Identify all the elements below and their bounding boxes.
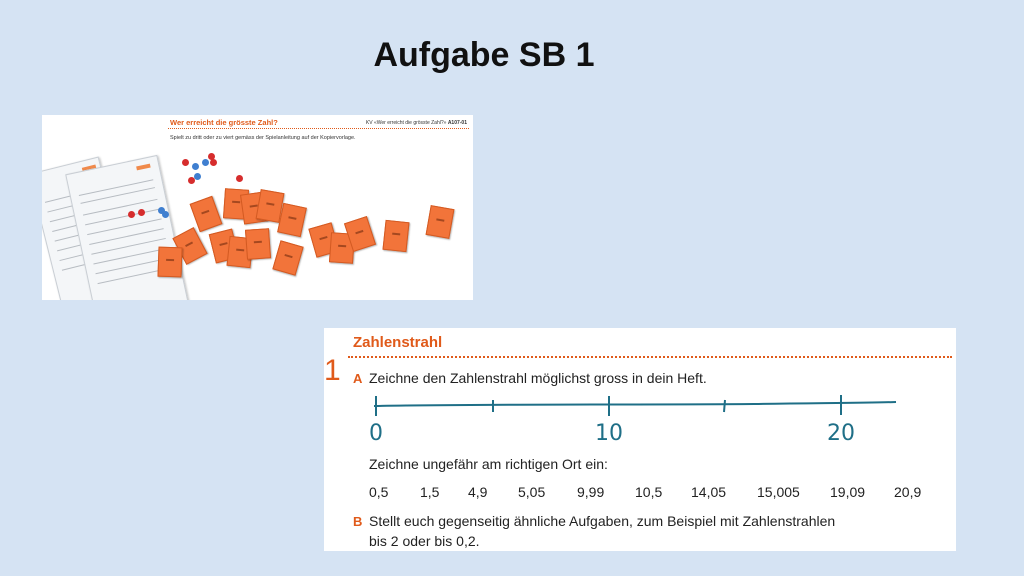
part-a-letter: A bbox=[353, 371, 363, 386]
values-list bbox=[369, 484, 929, 502]
kv-reference bbox=[366, 120, 467, 126]
game-card bbox=[245, 228, 271, 260]
label-20: 20 bbox=[827, 421, 855, 446]
red-chip bbox=[182, 159, 189, 166]
kv-label: KV «Wer erreicht die grösste Zahl?» bbox=[365, 120, 447, 126]
game-card bbox=[382, 220, 409, 252]
value-item: 1,5 bbox=[420, 484, 440, 500]
value-item: 9,99 bbox=[577, 484, 605, 500]
part-a-instruction: Zeichne ungefähr am richtigen Ort ein: bbox=[369, 456, 608, 472]
task-panel bbox=[324, 328, 956, 551]
slide-title: Aufgabe SB 1 bbox=[373, 36, 595, 74]
game-card bbox=[190, 196, 223, 232]
value-item: 5,05 bbox=[518, 484, 546, 500]
blue-chip bbox=[194, 173, 201, 180]
red-chip bbox=[236, 175, 243, 182]
tick-15 bbox=[724, 400, 725, 412]
blue-chip bbox=[162, 211, 169, 218]
value-item: 20,9 bbox=[894, 484, 922, 500]
heading-divider bbox=[348, 356, 952, 358]
label-0: 0 bbox=[369, 421, 383, 446]
red-chip bbox=[128, 211, 135, 218]
game-card bbox=[426, 205, 455, 239]
blue-chip bbox=[202, 159, 209, 166]
blue-chip bbox=[192, 163, 199, 170]
value-item: 10,5 bbox=[635, 484, 663, 500]
task-number: 1 bbox=[324, 354, 341, 387]
red-chip bbox=[210, 159, 217, 166]
title-divider bbox=[168, 128, 469, 129]
game-instruction: Spielt zu dritt oder zu viert gemäss der Spielanleitung auf der Kopiervorlage. bbox=[170, 135, 356, 141]
label-10: 10 bbox=[595, 421, 623, 446]
value-item: 4,9 bbox=[468, 484, 488, 500]
value-item: 15,005 bbox=[757, 484, 800, 500]
red-chip bbox=[188, 177, 195, 184]
game-title: Wer erreicht die grösste Zahl? bbox=[170, 118, 278, 127]
game-card bbox=[157, 247, 182, 278]
value-item: 14,05 bbox=[691, 484, 727, 500]
part-b-line2: bis 2 oder bis 0,2. bbox=[369, 533, 480, 549]
value-item: 0,5 bbox=[369, 484, 389, 500]
game-card bbox=[277, 203, 307, 237]
number-line-axis bbox=[374, 402, 896, 406]
value-item: 19,09 bbox=[830, 484, 866, 500]
red-chip bbox=[138, 209, 145, 216]
part-a-text: Zeichne den Zahlenstrahl möglichst gross in dein Heft. bbox=[369, 370, 707, 386]
kv-code: A107-01 bbox=[447, 120, 467, 126]
part-b-letter: B bbox=[353, 514, 363, 529]
task-heading: Zahlenstrahl bbox=[353, 334, 443, 351]
game-card bbox=[272, 240, 303, 275]
number-line bbox=[364, 390, 904, 450]
game-image bbox=[42, 115, 473, 300]
part-b-line1: Stellt euch gegenseitig ähnliche Aufgaben, zum Beispiel mit Zahlenstrahlen bbox=[369, 513, 836, 529]
